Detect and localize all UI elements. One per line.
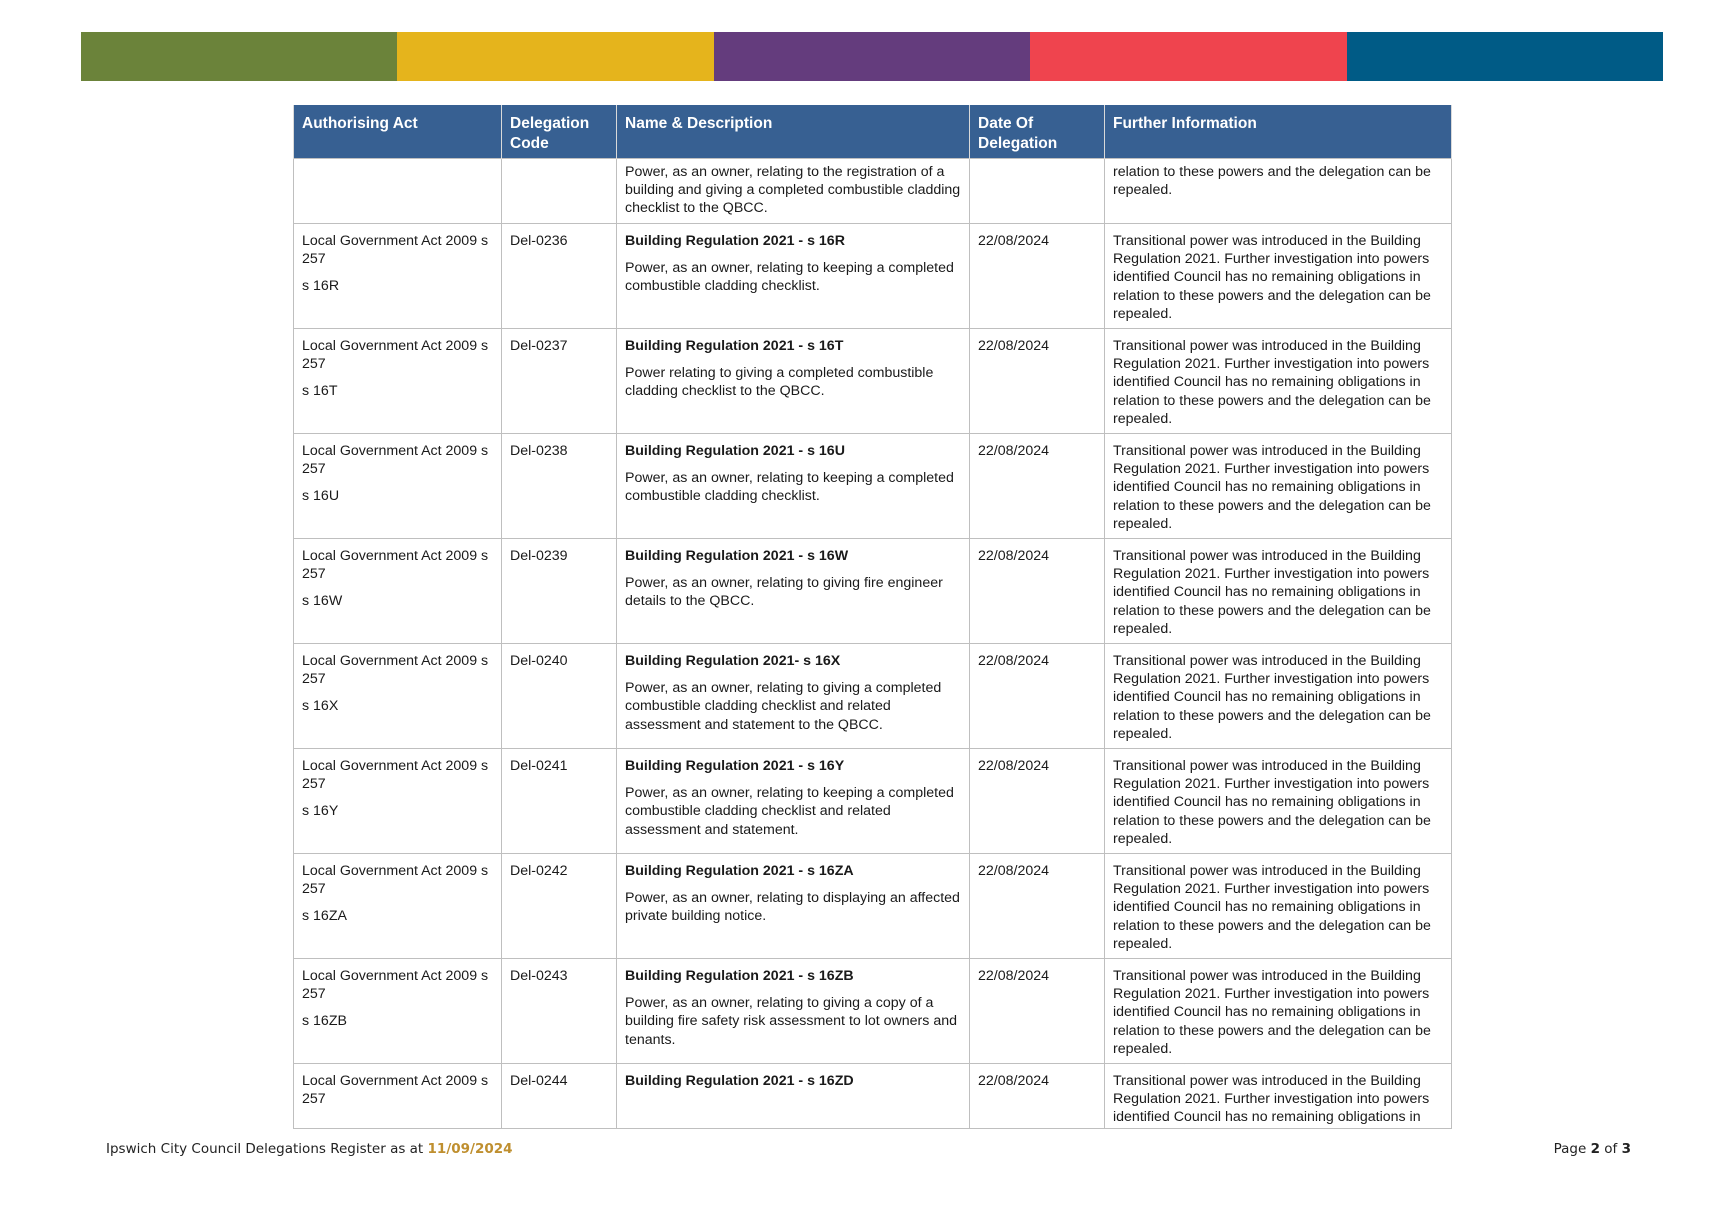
date-cell xyxy=(970,224,1105,329)
act-cell xyxy=(294,539,502,644)
further-info-text: Transitional power was introduced in the Building Regulation 2021. Further investigation into powers identified Council has no remaining obligations in relation to these powers and the delegation can be repealed. xyxy=(1113,968,1431,1057)
description-cell xyxy=(617,1064,970,1129)
delegation-date: 22/08/2024 xyxy=(978,863,1050,879)
further-info-cell xyxy=(1105,854,1452,959)
further-info-cell: relation to these powers and the delegation can be repealed. xyxy=(1105,159,1452,224)
table-row xyxy=(294,539,1452,644)
code-cell xyxy=(502,434,617,539)
description-cell xyxy=(617,539,970,644)
date-cell xyxy=(970,644,1105,749)
description-title: Building Regulation 2021 - s 16ZD xyxy=(625,1073,854,1089)
description-cell xyxy=(617,959,970,1064)
delegation-code: Del-0238 xyxy=(510,443,568,459)
further-info-cell xyxy=(1105,434,1452,539)
further-info-text: Transitional power was introduced in the Building Regulation 2021. Further investigation into powers identified Council has no remaining obligations in relation to these powers and the delegation can be repealed. xyxy=(1113,758,1431,847)
description-title: Building Regulation 2021- s 16X xyxy=(625,653,841,669)
color-segment-purple xyxy=(714,32,1030,81)
table-row xyxy=(294,224,1452,329)
act-name: Local Government Act 2009 s 257 xyxy=(302,863,489,898)
code-cell xyxy=(502,644,617,749)
delegation-code: Del-0241 xyxy=(510,758,568,774)
act-cell xyxy=(294,749,502,854)
code-cell xyxy=(502,749,617,854)
act-name: Local Government Act 2009 s 257 xyxy=(302,968,489,1003)
code-cell xyxy=(502,854,617,959)
code-cell xyxy=(502,224,617,329)
act-section: s 16R xyxy=(302,278,340,295)
further-info-text: Transitional power was introduced in the Building Regulation 2021. Further investigation into powers identified Council has no remaining obligations in relation to these powers and the delegation can be repealed. xyxy=(1113,443,1431,532)
act-name: Local Government Act 2009 s 257 xyxy=(302,758,489,793)
header-name-description: Name & Description xyxy=(617,105,970,159)
act-section: s 16ZA xyxy=(302,908,347,925)
brand-color-bar xyxy=(81,32,1663,81)
further-info-text: Transitional power was introduced in the Building Regulation 2021. Further investigation into powers identified Council has no remaining obligations in relation to these powers and the delegation can be repealed. xyxy=(1113,548,1431,637)
description-text: Power, as an owner, relating to displaying an affected private building notice. xyxy=(625,890,960,925)
delegation-code: Del-0237 xyxy=(510,338,568,354)
footer-page-number xyxy=(1554,1141,1631,1157)
act-cell xyxy=(294,644,502,749)
further-info-cell xyxy=(1105,644,1452,749)
footer-register-date: 11/09/2024 xyxy=(427,1141,513,1157)
footer-register-info xyxy=(106,1141,513,1157)
description-cell xyxy=(617,329,970,434)
table-header-row xyxy=(294,105,1452,159)
description-text: Power, as an owner, relating to the registration of a building and giving a completed combustible cladding checklist to the QBCC. xyxy=(625,164,961,217)
delegations-table xyxy=(293,105,1452,1129)
further-info-cell xyxy=(1105,959,1452,1064)
description-title: Building Regulation 2021 - s 16ZB xyxy=(625,968,854,984)
description-text: Power, as an owner, relating to keeping a completed combustible cladding checklist. xyxy=(625,470,954,505)
table-row xyxy=(294,1064,1452,1129)
table-row-continued xyxy=(294,159,1452,224)
header-authorising-act: Authorising Act xyxy=(294,105,502,159)
act-section: s 16T xyxy=(302,383,338,400)
code-cell xyxy=(502,329,617,434)
act-section: s 16X xyxy=(302,698,339,715)
date-cell xyxy=(970,539,1105,644)
description-text: Power, as an owner, relating to giving a completed combustible cladding checklist and related assessment and statement to the QBCC. xyxy=(625,680,942,733)
delegation-code: Del-0239 xyxy=(510,548,568,564)
date-cell xyxy=(970,329,1105,434)
further-info-text: Transitional power was introduced in the Building Regulation 2021. Further investigation into powers identified Council has no remaining obligations in relation to these powers and the delegation can be repealed. xyxy=(1113,233,1431,322)
description-cell xyxy=(617,434,970,539)
description-cell xyxy=(617,224,970,329)
table-row xyxy=(294,434,1452,539)
delegation-code: Del-0240 xyxy=(510,653,568,669)
page-current: 2 xyxy=(1590,1141,1600,1157)
further-info-cell xyxy=(1105,1064,1452,1129)
description-title: Building Regulation 2021 - s 16Y xyxy=(625,758,845,774)
act-cell xyxy=(294,224,502,329)
delegation-code: Del-0244 xyxy=(510,1073,568,1089)
page-label: Page xyxy=(1553,1141,1587,1157)
color-segment-green xyxy=(81,32,397,81)
color-segment-yellow xyxy=(397,32,713,81)
delegation-date: 22/08/2024 xyxy=(978,338,1050,354)
delegation-date: 22/08/2024 xyxy=(978,443,1050,459)
act-name: Local Government Act 2009 s 257 xyxy=(302,338,489,373)
further-info-cell xyxy=(1105,224,1452,329)
delegation-code: Del-0242 xyxy=(510,863,568,879)
header-delegation-code: Delegation Code xyxy=(502,105,617,159)
act-cell xyxy=(294,434,502,539)
act-section: s 16W xyxy=(302,593,343,610)
further-info-text: Transitional power was introduced in the Building Regulation 2021. Further investigation into powers identified Council has no remaining obligations in relation to these powers and the delegation can be repealed. xyxy=(1113,863,1431,952)
date-cell xyxy=(970,959,1105,1064)
delegation-code: Del-0243 xyxy=(510,968,568,984)
description-title: Building Regulation 2021 - s 16W xyxy=(625,548,849,564)
description-text: Power, as an owner, relating to keeping a completed combustible cladding checklist. xyxy=(625,260,954,295)
further-info-cell xyxy=(1105,539,1452,644)
act-cell xyxy=(294,854,502,959)
act-cell xyxy=(294,329,502,434)
act-name: Local Government Act 2009 s 257 xyxy=(302,1073,489,1108)
description-text: Power, as an owner, relating to giving a copy of a building fire safety risk assessment to lot owners and tenants. xyxy=(625,995,957,1048)
description-cell xyxy=(617,159,970,224)
description-title: Building Regulation 2021 - s 16ZA xyxy=(625,863,854,879)
page-of-label: of xyxy=(1604,1141,1618,1157)
act-section: s 16ZB xyxy=(302,1013,347,1030)
delegation-date: 22/08/2024 xyxy=(978,1073,1050,1089)
description-title: Building Regulation 2021 - s 16R xyxy=(625,233,845,249)
header-further-information: Further Information xyxy=(1105,105,1452,159)
act-section: s 16Y xyxy=(302,803,339,820)
date-cell xyxy=(970,749,1105,854)
act-cell xyxy=(294,159,502,224)
color-segment-blue xyxy=(1347,32,1663,81)
delegation-date: 22/08/2024 xyxy=(978,968,1050,984)
act-name: Local Government Act 2009 s 257 xyxy=(302,443,489,478)
further-info-text: Transitional power was introduced in the Building Regulation 2021. Further investigation into powers identified Council has no remaining obligations in xyxy=(1113,1073,1430,1124)
act-cell xyxy=(294,1064,502,1129)
act-name: Local Government Act 2009 s 257 xyxy=(302,233,489,268)
delegation-date: 22/08/2024 xyxy=(978,653,1050,669)
color-segment-red xyxy=(1030,32,1346,81)
code-cell xyxy=(502,1064,617,1129)
act-name: Local Government Act 2009 s 257 xyxy=(302,548,489,583)
table-row xyxy=(294,749,1452,854)
act-section: s 16U xyxy=(302,488,340,505)
table-row xyxy=(294,644,1452,749)
delegation-date: 22/08/2024 xyxy=(978,233,1050,249)
description-text: Power, as an owner, relating to giving fire engineer details to the QBCC. xyxy=(625,575,943,610)
act-cell xyxy=(294,959,502,1064)
further-info-text: Transitional power was introduced in the Building Regulation 2021. Further investigation into powers identified Council has no remaining obligations in relation to these powers and the delegation can be repealed. xyxy=(1113,653,1431,742)
description-title: Building Regulation 2021 - s 16T xyxy=(625,338,844,354)
date-cell xyxy=(970,434,1105,539)
date-cell xyxy=(970,854,1105,959)
description-text: Power, as an owner, relating to keeping a completed combustible cladding checklist and related assessment and statement. xyxy=(625,785,954,838)
table-row xyxy=(294,959,1452,1064)
further-info-cell xyxy=(1105,329,1452,434)
delegation-date: 22/08/2024 xyxy=(978,758,1050,774)
act-name: Local Government Act 2009 s 257 xyxy=(302,653,489,688)
code-cell xyxy=(502,159,617,224)
description-cell xyxy=(617,854,970,959)
description-title: Building Regulation 2021 - s 16U xyxy=(625,443,845,459)
description-text: Power relating to giving a completed combustible cladding checklist to the QBCC. xyxy=(625,365,934,400)
delegation-code: Del-0236 xyxy=(510,233,568,249)
date-cell xyxy=(970,159,1105,224)
delegation-date: 22/08/2024 xyxy=(978,548,1050,564)
further-info-text: Transitional power was introduced in the Building Regulation 2021. Further investigation into powers identified Council has no remaining obligations in relation to these powers and the delegation can be repealed. xyxy=(1113,338,1431,427)
description-cell xyxy=(617,644,970,749)
table-row xyxy=(294,854,1452,959)
page-total: 3 xyxy=(1621,1141,1631,1157)
date-cell xyxy=(970,1064,1105,1129)
code-cell xyxy=(502,959,617,1064)
code-cell xyxy=(502,539,617,644)
footer-register-text: Ipswich City Council Delegations Register as at xyxy=(106,1141,424,1157)
header-date-of-delegation: Date Of Delegation xyxy=(970,105,1105,159)
further-info-cell xyxy=(1105,749,1452,854)
table-row xyxy=(294,329,1452,434)
description-cell xyxy=(617,749,970,854)
